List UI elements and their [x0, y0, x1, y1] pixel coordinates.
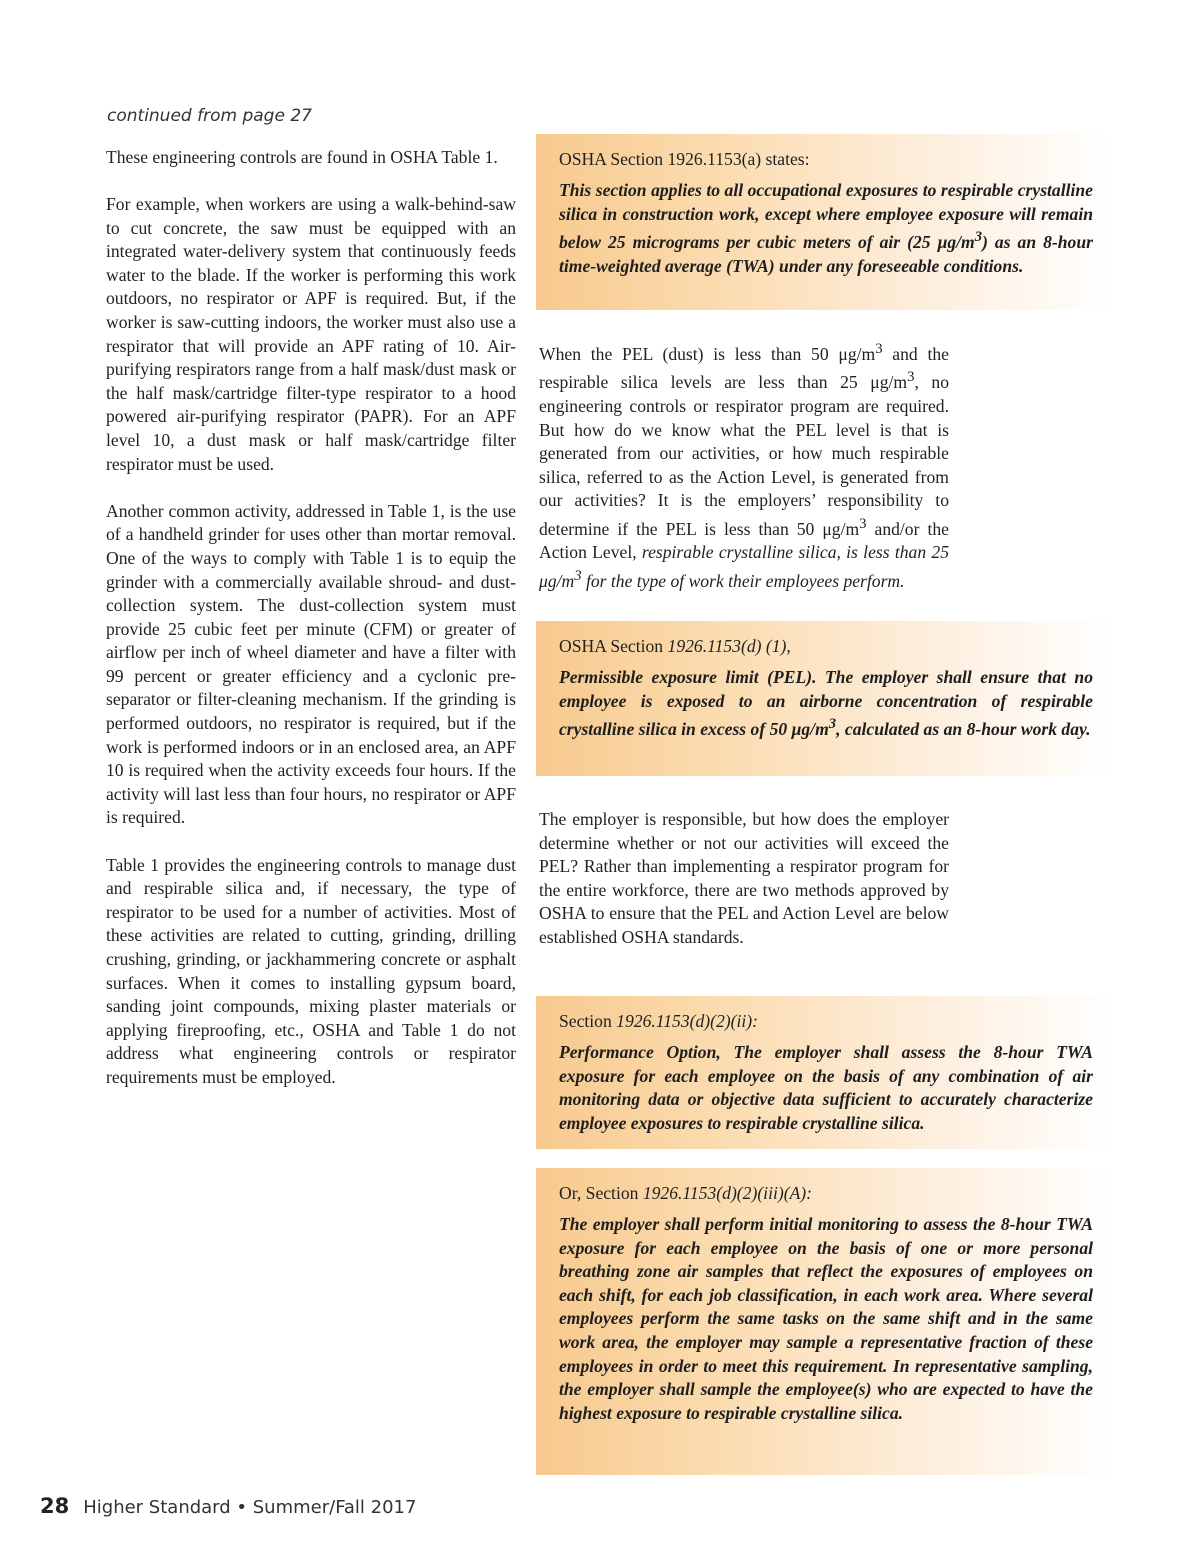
quote-body: The employer shall perform initial monitoring to assess the 8-hour TWA exposure for each employee on the basis of one or more personal breathing zone air samples that reflect the exposures of employees on each shift, for each job classification, in each work area. Where several employees perform the same tasks on the same shift and in the same work area, the employer may sample a representative fraction of these employees in order to meet this requirement. In representative sampling, the employer shall sample the employee(s) who are expected to have the highest exposure to respirable crystalline silica.	[559, 1214, 1093, 1423]
osha-quote-box-1	[536, 134, 1113, 310]
quote-body: Performance Option, The employer shall assess the 8-hour TWA exposure for each employee on the basis of any combination of air monitoring data or objective data sufficient to accurately characterize employee exposures to respirable crystalline silica.	[559, 1042, 1093, 1133]
osha-quote-box-3	[536, 996, 1113, 1149]
quote-heading: OSHA Section 1926.1153(d) (1),	[559, 636, 791, 656]
left-paragraph-3: Another common activity, addressed in Table 1, is the use of a handheld grinder for uses other than mortar removal. One of the ways to comply with Table 1 is to equip the grinder with a commercially available shroud- and dust-collection system. The dust-collection system must provide 25 cubic feet per minute (CFM) or greater of airflow per inch of wheel diameter and have a filter with 99 percent or greater efficiency and a cyclonic pre-separator or filter-cleaning mechanism. If the grinding is performed outdoors, no respirator is required, but if the work is performed indoors or in an enclosed area, an APF 10 is required when the activity exceeds four hours. If the activity will last less than four hours, no respirator or APF is required.	[106, 500, 516, 828]
right-paragraph-2: The employer is responsible, but how does the employer determine whether or not our activities will exceed the PEL? Rather than implementing a respirator program for the entire workforce, there are two methods approved by OSHA to ensure that the PEL and Action Level are below established OSHA standards.	[539, 809, 949, 947]
osha-quote-box-2	[536, 621, 1113, 776]
quote-heading: Section 1926.1153(d)(2)(ii):	[559, 1011, 759, 1031]
quote-heading: OSHA Section 1926.1153(a) states:	[559, 149, 810, 169]
publication-name: Higher Standard • Summer/Fall 2017	[83, 1497, 417, 1518]
quote-body: Permissible exposure limit (PEL). The employer shall ensure that no employee is exposed to an airborne concentration of respirable crystalline silica in excess of 50 $\mu g/m^3$, calculated as an 8-hour work day.	[559, 667, 1093, 740]
left-paragraph-4: Table 1 provides the engineering controls to manage dust and respirable silica and, if necessary, the type of respirator to be used for a number of activities. Most of these activities are related to cutting, grinding, drilling crushing, grinding, or jackhammering concrete or asphalt surfaces. When it comes to installing gypsum board, sanding joint compounds, mixing plaster materials or applying fireproofing, etc., OSHA and Table 1 do not address what engineering controls or respirator requirements must be employed.	[106, 854, 516, 1087]
quote-body: This section applies to all occupational exposures to respirable crystalline silica in construction work, except where employee exposure will remain below 25 micrograms per cubic meters of air (25 $\mu g/m^3$) as an 8-hour time-weighted average (TWA) under any foreseeable conditions.	[559, 180, 1093, 276]
page-number: 28	[40, 1494, 70, 1518]
osha-quote-box-4	[536, 1168, 1113, 1475]
quote-heading: Or, Section 1926.1153(d)(2)(iii)(A):	[559, 1183, 813, 1203]
continued-note: continued from page 27	[107, 106, 312, 126]
right-paragraph-1: When the PEL (dust) is less than 50 $\mu g/m^3$ and the respirable silica levels are less than 25 $\mu g/m^3$, no engineering controls or respirator program are required. But how do we know what the PEL level is that is generated from our activities, or how much respirable silica, referred to as the Action Level, is generated from our activities? It is the employers’ responsibility to determine if the PEL is less than 50 $\mu g/m^3$ and/or the Action Level, respirable crystalline silica, is less than 25 $\mu g/m^3$ for the type of work their employees perform.	[539, 341, 950, 591]
left-column	[106, 146, 516, 1113]
left-paragraph-1: These engineering controls are found in OSHA Table 1.	[106, 147, 498, 167]
page-footer	[40, 1494, 416, 1518]
left-paragraph-2: For example, when workers are using a walk-behind-saw to cut concrete, the saw must be equipped with an integrated water-delivery system that continuously feeds water to the blade. If the worker is performing this work outdoors, no respirator or APF is required. But, if the worker is saw-cutting indoors, the worker must also use a respirator that will provide an APF rating of 10. Air-purifying respirators range from a half mask/dust mask or the half mask/cartridge filter-type respirator to a hood powered air-purifying respirator (PAPR). For an APF level 10, a dust mask or half mask/cartridge filter respirator must be used.	[106, 194, 516, 474]
